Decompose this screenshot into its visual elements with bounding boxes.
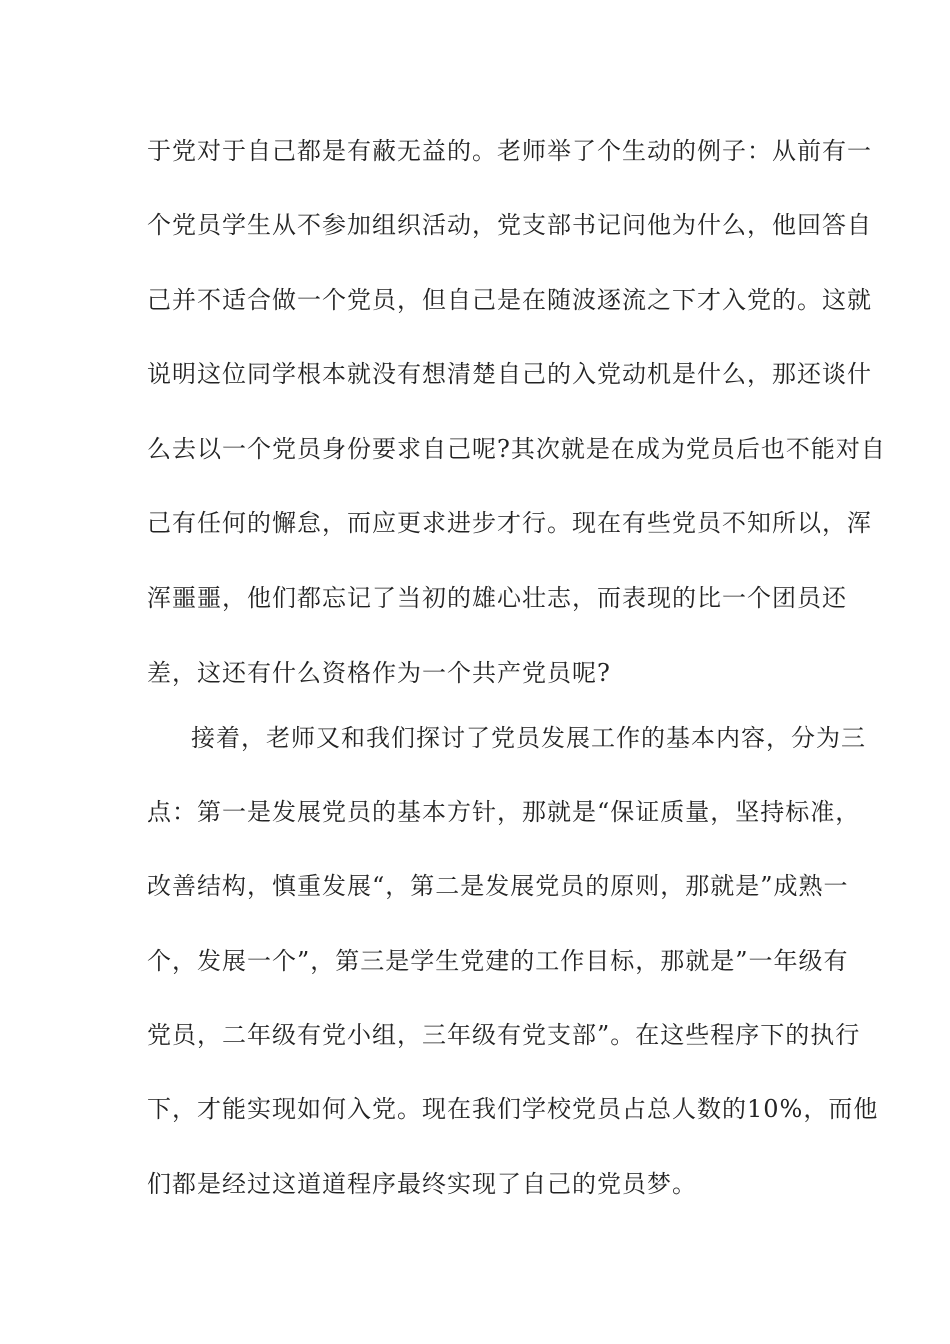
text-line: 们都是经过这道道程序最终实现了自己的党员梦。: [147, 1170, 697, 1198]
text-line: 差，这还有什么资格作为一个共产党员呢?: [147, 659, 611, 687]
text-line: 个党员学生从不参加组织活动，党支部书记问他为什么，他回答自: [147, 211, 872, 239]
text-line: 说明这位同学根本就没有想清楚自己的入党动机是什么，那还谈什: [147, 360, 872, 388]
text-line: 下，才能实现如何入党。现在我们学校党员占总人数的10%，而他: [147, 1095, 879, 1123]
text-line: 于党对于自己都是有蔽无益的。老师举了个生动的例子：从前有一: [147, 137, 872, 165]
text-line: 浑噩噩，他们都忘记了当初的雄心壮志，而表现的比一个团员还: [147, 584, 847, 612]
text-line: 点：第一是发展党员的基本方针，那就是“保证质量，坚持标准，: [147, 798, 861, 826]
paragraph-first-line: 接着，老师又和我们探讨了党员发展工作的基本内容，分为三: [191, 724, 866, 752]
text-line: 改善结构，慎重发展“，第二是发展党员的原则，那就是”成熟一: [147, 872, 849, 900]
text-line: 己有任何的懈怠，而应更求进步才行。现在有些党员不知所以，浑: [147, 509, 872, 537]
text-line: 个，发展一个”，第三是学生党建的工作目标，那就是”一年级有: [147, 947, 849, 975]
text-line: 己并不适合做一个党员，但自己是在随波逐流之下才入党的。这就: [147, 286, 872, 314]
text-line: 党员，二年级有党小组，三年级有党支部”。在这些程序下的执行: [147, 1021, 861, 1049]
text-line: 么去以一个党员身份要求自己呢?其次就是在成为党员后也不能对自: [147, 435, 886, 463]
